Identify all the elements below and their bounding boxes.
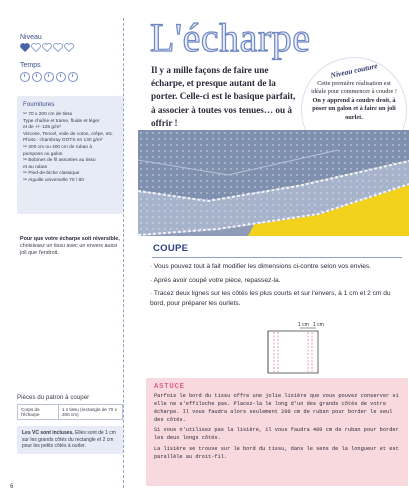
fournitures-item: ✂ Bobines de fil assorties au tissu [23, 158, 96, 164]
badge-line2: On y apprend à coudre droit, à poser un galon et à faire un joli ourlet. [312, 96, 396, 121]
heart-empty-icon [64, 43, 74, 52]
fournitures-item: Viscose, Tencel, voile de coton, crêpe, etc. [23, 131, 114, 137]
coupe-step: · Vous pouvez tout à fait modifier les dimensions ci-contre selon vos envies. [150, 263, 371, 270]
intro-text: Il y a mille façons de faire une écharpe, et presque autant de la porter. Celle-ci est le basique parfait, à associer à toutes vos tenues… ou à offrir ! [151, 65, 296, 128]
fournitures-item: et de +/- 125 g/m² [23, 125, 61, 131]
reversible-note [20, 236, 124, 258]
reversible-note-bold: Pour que votre écharpe soit réversible, [20, 236, 120, 242]
astuce-title: ASTUCE [154, 383, 185, 391]
fournitures-item: Photo : chambray GOTS en 130 g/m² [23, 138, 103, 144]
temps-label: Temps [20, 62, 41, 69]
astuce-paragraph: La lisière se trouve sur le bord du tissu, dans le sens de la longueur et est parallèle au droit-fil. [154, 445, 399, 460]
page-title: L'écharpe [150, 15, 311, 60]
pieces-table [17, 404, 123, 420]
coupe-underline [152, 257, 402, 258]
pieces-patron [17, 394, 123, 454]
table-row [18, 405, 123, 420]
heart-filled-icon [20, 43, 30, 52]
cut-diagram [266, 318, 396, 381]
clock-icon [32, 72, 42, 82]
diagram-label-1: 1 cm [298, 322, 309, 328]
vc-text: Elles sont de 1 cm sur les grands côtés du rectangle et 2 cm pour les petits côtés à ourler. [22, 430, 116, 449]
temps-rating [20, 72, 78, 82]
fournitures-item: pompons ou galon [23, 151, 63, 157]
clock-icon [44, 72, 54, 82]
badge-body [311, 80, 397, 122]
fournitures-item: ✂ 70 x 200 cm de tissu [23, 112, 73, 117]
scarf-illustration [138, 130, 409, 236]
badge-title: Niveau couture [329, 61, 379, 80]
fournitures-item: ✂ 200 cm ou 400 cm de ruban à [23, 144, 93, 150]
fournitures-title: Fournitures [23, 101, 55, 108]
heart-empty-icon [42, 43, 52, 52]
astuce-paragraph: Parfois le bord du tissu offre une jolie lisière que vous pouvez conserver si elle ne s'effiloche pas. Placez-la le long d'un des grands côtés de votre écharpe. Il vous faudra alors seulement 200 cm de ruban pour border le seul des côtés. [154, 393, 399, 424]
diagram-label-2: 1 cm [313, 322, 324, 328]
heart-empty-icon [53, 43, 63, 52]
page-number: 6 [10, 484, 14, 490]
pieces-cell-value: 1 x tissu (rectangle de 70 x 200 cm) [59, 405, 123, 420]
badge-line1: Cette première réalisation est idéale pour commencer à coudre ! [311, 80, 397, 96]
coupe-step: · Après avoir coupé votre pièce, repassez-la. [150, 276, 281, 284]
clock-icon [20, 72, 30, 82]
fournitures-item: Type chaîne et trame, fluide et léger [23, 118, 100, 124]
coupe-title: COUPE [153, 243, 189, 254]
astuce-body [154, 392, 404, 463]
fournitures-item: ✂ Aiguille universelle 70 / 80 [23, 177, 84, 183]
heart-empty-icon [31, 43, 41, 52]
pieces-cell-label: Corps de l'écharpe [18, 405, 59, 420]
vc-bold: Les VC sont incluses. [22, 430, 74, 436]
clock-icon [56, 72, 66, 82]
sidebar [0, 0, 126, 500]
coupe-steps [150, 262, 402, 312]
clock-icon [68, 72, 78, 82]
fournitures-item: ✂ Pied-de-biche classique [23, 171, 80, 177]
fournitures-box [17, 96, 123, 214]
astuce-paragraph: Si vous n'utilisez pas la lisière, il vous faudra 400 cm de ruban pour border les deux longs côtés. [154, 427, 399, 442]
fabric-rectangle-diagram [266, 318, 396, 376]
reversible-note-text: choisissez un tissu avec un envers aussi joli que l'endroit. [20, 243, 118, 257]
fournitures-item: et au ruban [23, 164, 48, 170]
coupe-step: · Tracez deux lignes sur les côtés les plus courts et sur l'envers, à 1 cm et 2 cm du bord, pour préparer les ourlets. [150, 290, 391, 307]
vc-box [17, 426, 123, 454]
pieces-title: Pièces du patron à couper [17, 394, 90, 401]
niveau-rating [20, 43, 74, 52]
niveau-label: Niveau [20, 34, 42, 41]
astuce-box [146, 378, 408, 486]
scarf-photo [138, 130, 409, 236]
